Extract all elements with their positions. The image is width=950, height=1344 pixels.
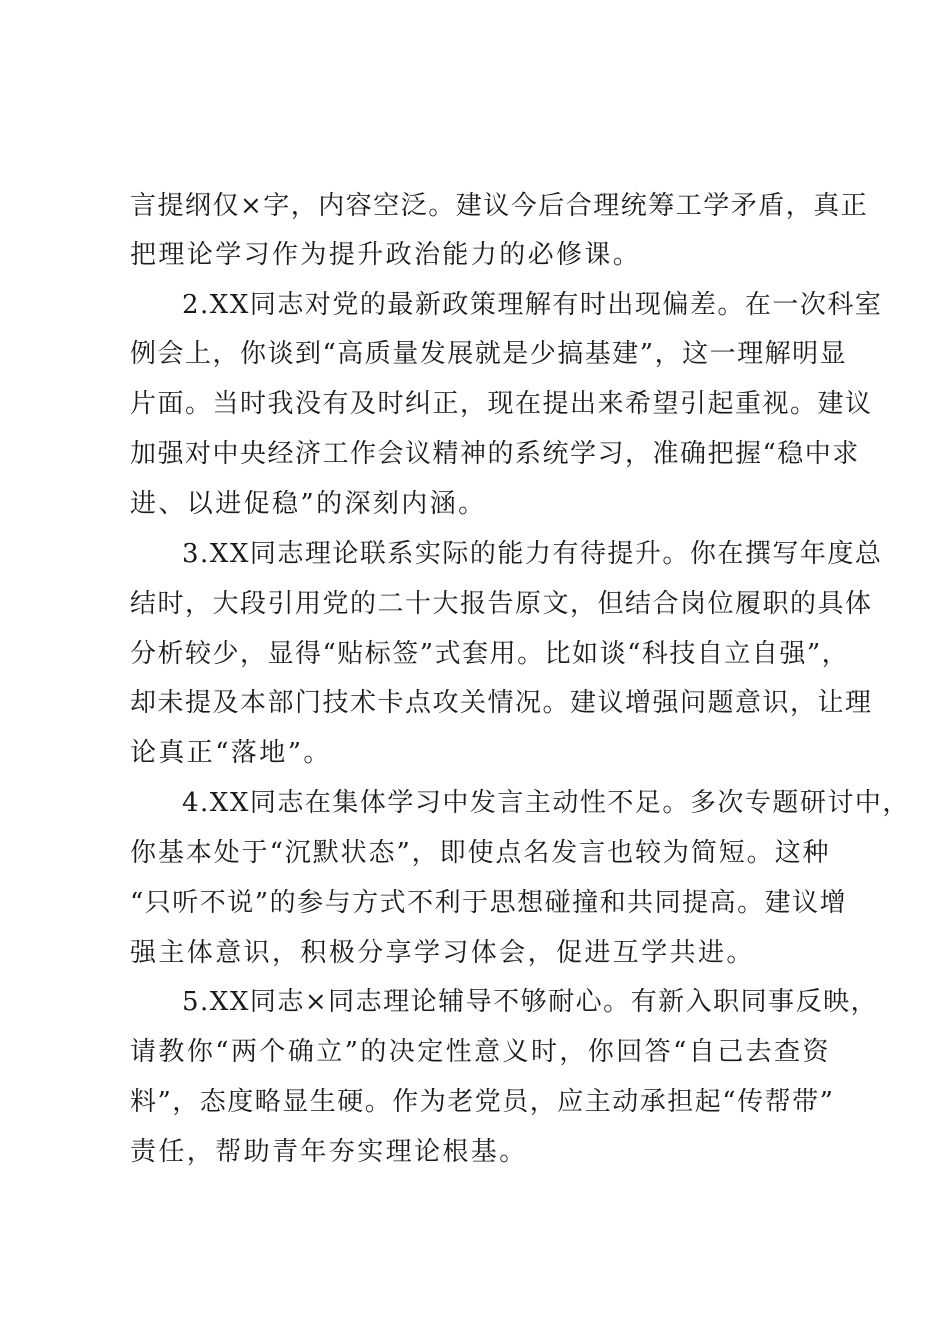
text-line: “只听不说”的参与方式不利于思想碰撞和共同提高。建议增 [130,888,848,918]
text-line: 料”，态度略显生硬。作为老党员，应主动承担起“传帮带” [130,1087,835,1117]
text-line: 却未提及本部门技术卡点攻关情况。建议增强问题意识，让理 [130,688,873,718]
text-line: 把理论学习作为提升政治能力的必修课。 [130,240,642,270]
text-line: 请教你“两个确立”的决定性意义时，你回答“自己去查资 [130,1037,830,1067]
text-line: 论真正“落地”。 [130,738,332,768]
text-line: 例会上，你谈到“高质量发展就是少搞基建”，这一理解明显 [130,339,848,369]
text-line: 分析较少，显得“贴标签”式套用。比如谈“科技自立自强”， [130,639,850,669]
paragraph-3-first-line: 3.XX同志理论联系实际的能力有待提升。你在撰写年度总 [182,539,883,569]
paragraph-4-first-line: 4.XX同志在集体学习中发言主动性不足。多次专题研讨中， [182,788,910,818]
text-line: 结时，大段引用党的二十大报告原文，但结合岗位履职的具体 [130,589,873,619]
paragraph-5-first-line: 5.XX同志×同志理论辅导不够耐心。有新入职同事反映， [182,987,879,1017]
text-line: 进、以进促稳”的深刻内涵。 [130,489,487,519]
paragraph-2-first-line: 2.XX同志对党的最新政策理解有时出现偏差。在一次科室 [182,290,883,320]
text-line: 加强对中央经济工作会议精神的系统学习，准确把握“稳中求 [130,439,860,469]
text-line: 你基本处于“沉默状态”，即使点名发言也较为简短。这种 [130,838,830,868]
text-line: 言提纲仅×字，内容空泛。建议今后合理统筹工学矛盾，真正 [130,191,869,221]
text-line: 责任，帮助青年夯实理论根基。 [130,1137,528,1167]
text-line: 片面。当时我没有及时纠正，现在提出来希望引起重视。建议 [130,389,873,419]
text-line: 强主体意识，积极分享学习体会，促进互学共进。 [130,938,755,968]
